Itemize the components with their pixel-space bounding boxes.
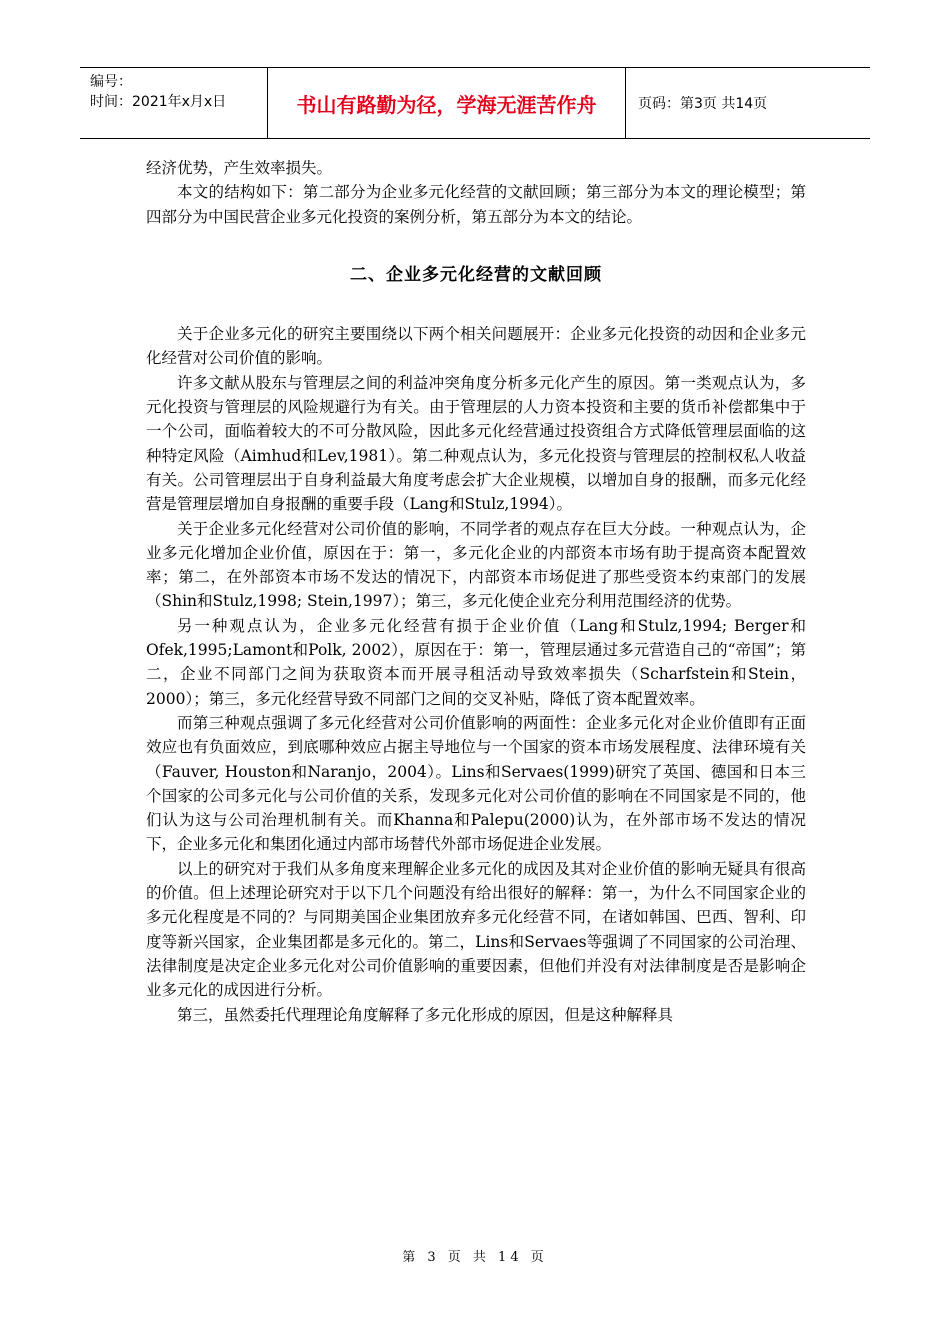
body-paragraph: 关于企业多元化的研究主要围绕以下两个相关问题展开：企业多元化投资的动因和企业多元化经营对公司价值的影响。 [146,325,806,368]
page-footer: 第 3 页 共 14 页 [402,1250,548,1265]
body-paragraph: 以上的研究对于我们从多角度来理解企业多元化的成因及其对企业价值的影响无疑具有很高的价值。但上述理论研究对于以下几个问题没有给出很好的解释：第一，为什么不同国家企业的多元化程度是不同的？与同期美国企业集团放弃多元化经营不同，在诸如韩国、巴西、智利、印度等新兴国家，企业集团都是多元化的。第二，Lins和Servaes等强调了不同国家的公司治理、法律制度是决定企业多元化对公司价值影响的重要因素，但他们并没有对法律制度是否是影响企业多元化的成因进行分析。 [146,859,806,1000]
body-paragraph: 关于企业多元化经营对公司价值的影响，不同学者的观点存在巨大分歧。一种观点认为，企业多元化增加企业价值，原因在于：第一，多元化企业的内部资本市场有助于提高资本配置效率；第二，在外部资本市场不发达的情况下，内部资本市场促进了那些受资本约束部门的发展（Shin和Stulz,1998; Stein,1997）；第三，多元化使企业充分利用范围经济的优势。 [146,519,806,611]
body-paragraph: 第三，虽然委托代理理论角度解释了多元化形成的原因，但是这种解释具 [177,1005,674,1024]
body-paragraph: 经济优势，产生效率损失。 [146,159,333,177]
body-paragraph: 本文的结构如下：第二部分为企业多元化经营的文献回顾；第三部分为本文的理论模型；第四部分为中国民营企业多元化投资的案例分析，第五部分为本文的结论。 [146,183,806,226]
doc-date-label: 时间：2021年x月x日 [90,94,227,110]
header-page-info: 页码：第3页 共14页 [638,96,768,112]
header-meta [80,68,268,138]
section-heading: 二、企业多元化经营的文献回顾 [350,264,602,285]
doc-number-label: 编号： [90,74,132,90]
body-paragraph: 而第三种观点强调了多元化经营对公司价值影响的两面性：企业多元化对企业价值即有正面效应也有负面效应，到底哪种效应占据主导地位与一个国家的资本市场发展程度、法律环境有关（Fauver, Houston和Naranjo，2004）。Lins和Servaes(1999)研究了英国、德国和日本三个国家的公司多元化与公司价值的关系，发现多元化对公司价值的影响在不同国家是不同的，他们认为这与公司治理机制有关。而Khanna和Palepu(2000)认为，在外部市场不发达的情况下，企业多元化和集团化通过内部市场替代外部市场促进企业发展。 [146,713,806,854]
page-header [80,67,870,139]
document-body [146,156,806,1027]
body-paragraph: 许多文献从股东与管理层之间的利益冲突角度分析多元化产生的原因。第一类观点认为，多元化投资与管理层的风险规避行为有关。由于管理层的人力资本投资和主要的货币补偿都集中于一个公司，面临着较大的不可分散风险，因此多元化经营通过投资组合方式降低管理层面临的这种特定风险（Aimhud和Lev,1981）。第二种观点认为，多元化投资与管理层的控制权私人收益有关。公司管理层出于自身利益最大角度考虑会扩大企业规模，以增加自身的报酬，而多元化经营是管理层增加自身报酬的重要手段（Lang和Stulz,1994）。 [146,373,806,514]
header-motto: 书山有路勤为径，学海无涯苦作舟 [268,68,626,138]
body-paragraph: 另一种观点认为，企业多元化经营有损于企业价值（Lang和Stulz,1994; Berger和Ofek,1995;Lamont和Polk, 2002），原因在于：第一，管理层通过多元营造自己的“帝国”；第二，企业不同部门之间为获取资本而开展寻租活动导致效率损失（Scharfstein和Stein，2000）；第三，多元化经营导致不同部门之间的交叉补贴，降低了资本配置效率。 [146,616,806,708]
